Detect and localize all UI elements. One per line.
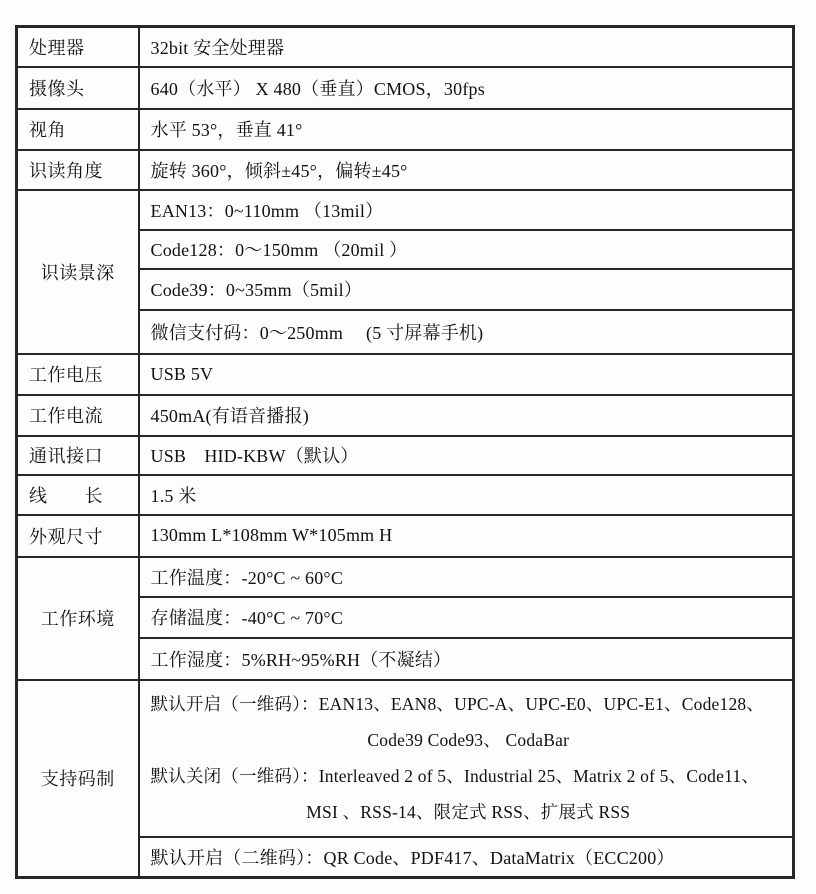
table-row [17,557,794,597]
row-value-storage-temp: 存储温度：-40°C ~ 70°C [139,597,794,638]
table-row [17,436,794,475]
row-label-view-angle: 视角 [17,109,139,150]
symbology-line-1d-disabled-cont: MSI 、RSS-14、限定式 RSS、扩展式 RSS [306,802,631,822]
row-value-2d-symbologies: 默认开启（二维码）：QR Code、PDF417、DataMatrix（ECC200） [139,837,794,878]
row-value-code128: Code128：0～150mm （20mil ） [139,230,794,269]
table-row [17,354,794,395]
table-row [17,109,794,150]
row-value-scan-angle: 旋转 360°，倾斜±45°，偏转±45° [139,150,794,190]
row-value-ean13: EAN13：0~110mm （13mil） [139,190,794,230]
row-value-processor: 32bit 安全处理器 [139,27,794,67]
row-label-voltage: 工作电压 [17,354,139,395]
row-value-cable-length: 1.5 米 [139,475,794,515]
row-label-symbologies: 支持码制 [17,680,139,878]
row-value-dimensions: 130mm L*108mm W*105mm H [139,515,794,557]
row-value-operating-temp: 工作温度：-20°C ~ 60°C [139,557,794,597]
row-label-scan-angle: 识读角度 [17,150,139,190]
row-label-camera: 摄像头 [17,67,139,109]
row-label-environment: 工作环境 [17,557,139,680]
row-value-humidity: 工作湿度：5%RH~95%RH（不凝结） [139,638,794,680]
row-label-current: 工作电流 [17,395,139,436]
row-label-interface: 通讯接口 [17,436,139,475]
table-row [17,190,794,230]
row-value-camera: 640（水平） X 480（垂直）CMOS，30fps [139,67,794,109]
table-row [17,475,794,515]
row-value-current: 450mA(有语音播报) [139,395,794,436]
row-label-dimensions: 外观尺寸 [17,515,139,557]
row-value-wechat-pay: 微信支付码：0～250mm (5 寸屏幕手机) [139,310,794,354]
table-row [17,67,794,109]
symbology-line-1d-enabled: 默认开启（一维码）：EAN13、EAN8、UPC-A、UPC-E0、UPC-E1、Code128、 [150,694,765,714]
table-row [17,395,794,436]
row-label-processor: 处理器 [17,27,139,67]
symbology-line-1d-enabled-cont: Code39 Code93、 CodaBar [367,730,570,750]
spec-table [15,25,795,879]
row-value-view-angle: 水平 53°，垂直 41° [139,109,794,150]
row-value-1d-symbologies [139,680,794,837]
row-label-cable-length: 线 长 [17,475,139,515]
row-label-depth-of-field: 识读景深 [17,190,139,354]
table-row [17,680,794,837]
table-row [17,515,794,557]
table-row [17,27,794,67]
symbology-line-1d-disabled: 默认关闭（一维码）：Interleaved 2 of 5、Industrial 25、Matrix 2 of 5、Code11、 [150,766,760,786]
row-value-code39: Code39：0~35mm（5mil） [139,269,794,310]
row-value-interface: USB HID-KBW（默认） [139,436,794,475]
table-row [17,150,794,190]
row-value-voltage: USB 5V [139,354,794,395]
